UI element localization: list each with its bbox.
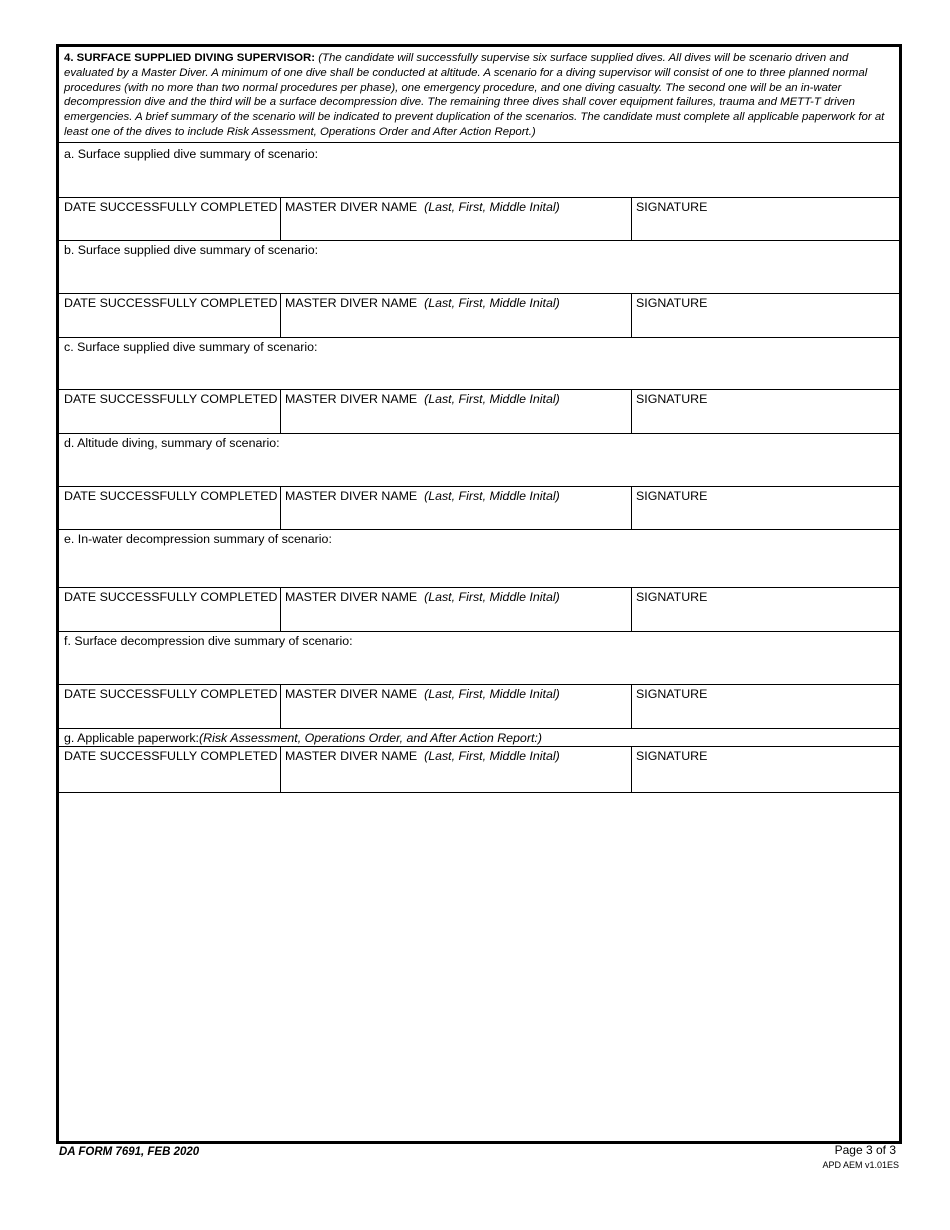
- summary-e-label: e. In-water decompression summary of scenario:: [64, 532, 332, 546]
- master-diver-hint: (Last, First, Middle Inital): [424, 296, 560, 310]
- date-field-a[interactable]: [59, 215, 279, 239]
- summary-b-field[interactable]: [59, 258, 899, 291]
- master-diver-hint: (Last, First, Middle Inital): [424, 590, 560, 604]
- date-completed-label-e: DATE SUCCESSFULLY COMPLETED: [64, 590, 278, 604]
- signature-field-a[interactable]: [632, 215, 898, 239]
- master-diver-text: MASTER DIVER NAME: [285, 687, 418, 701]
- divider: [59, 746, 899, 747]
- summary-e-field[interactable]: [59, 547, 899, 585]
- divider: [59, 631, 899, 632]
- master-diver-text: MASTER DIVER NAME: [285, 749, 418, 763]
- summary-a-field[interactable]: [59, 162, 899, 195]
- master-diver-text: MASTER DIVER NAME: [285, 200, 418, 214]
- summary-f-label: f. Surface decompression dive summary of scenario:: [64, 634, 353, 648]
- date-completed-label-d: DATE SUCCESSFULLY COMPLETED: [64, 489, 278, 503]
- divider: [59, 337, 899, 338]
- signature-field-d[interactable]: [632, 504, 898, 528]
- signature-label-g: SIGNATURE: [636, 749, 708, 763]
- signature-field-c[interactable]: [632, 407, 898, 432]
- signature-field-f[interactable]: [632, 702, 898, 727]
- signature-label-b: SIGNATURE: [636, 296, 708, 310]
- summary-a-label: a. Surface supplied dive summary of scenario:: [64, 147, 319, 161]
- date-field-d[interactable]: [59, 504, 279, 528]
- form-version: APD AEM v1.01ES: [822, 1160, 899, 1170]
- section-header: [59, 47, 899, 143]
- remarks-area[interactable]: [59, 793, 899, 1138]
- master-diver-hint: (Last, First, Middle Inital): [424, 749, 560, 763]
- signature-label-c: SIGNATURE: [636, 392, 708, 406]
- master-diver-field-d[interactable]: [281, 504, 630, 528]
- date-completed-label-b: DATE SUCCESSFULLY COMPLETED: [64, 296, 278, 310]
- master-diver-field-c[interactable]: [281, 407, 630, 432]
- divider: [59, 486, 899, 487]
- paperwork-label: g. Applicable paperwork:: [64, 731, 200, 745]
- summary-d-field[interactable]: [59, 451, 899, 484]
- date-completed-label-a: DATE SUCCESSFULLY COMPLETED: [64, 200, 278, 214]
- signature-label-e: SIGNATURE: [636, 590, 708, 604]
- master-diver-text: MASTER DIVER NAME: [285, 296, 418, 310]
- signature-label-d: SIGNATURE: [636, 489, 708, 503]
- paperwork-hint: (Risk Assessment, Operations Order, and After Action Report:): [199, 731, 542, 745]
- summary-d-label: d. Altitude diving, summary of scenario:: [64, 436, 280, 450]
- signature-label-f: SIGNATURE: [636, 687, 708, 701]
- master-diver-text: MASTER DIVER NAME: [285, 489, 418, 503]
- master-diver-label-b: [285, 296, 560, 310]
- date-field-e[interactable]: [59, 605, 279, 630]
- master-diver-label-g: [285, 749, 560, 763]
- signature-label-a: SIGNATURE: [636, 200, 708, 214]
- summary-b-label: b. Surface supplied dive summary of scenario:: [64, 243, 319, 257]
- master-diver-field-f[interactable]: [281, 702, 630, 727]
- master-diver-field-a[interactable]: [281, 215, 630, 239]
- date-field-b[interactable]: [59, 311, 279, 336]
- master-diver-field-e[interactable]: [281, 605, 630, 630]
- divider: [59, 240, 899, 241]
- date-completed-label-f: DATE SUCCESSFULLY COMPLETED: [64, 687, 278, 701]
- date-completed-label-g: DATE SUCCESSFULLY COMPLETED: [64, 749, 278, 763]
- divider: [59, 684, 899, 685]
- master-diver-text: MASTER DIVER NAME: [285, 590, 418, 604]
- page-number: Page 3 of 3: [834, 1143, 896, 1157]
- section-instructions: (The candidate will successfully supervise six surface supplied dives. All dives will be scenario driven and evaluated by a Master Diver. A minimum of one dive shall be conducted at altitude. A scenario for a diving supervisor will consist of one to three planned normal procedures (with no more than two normal procedures per phase), one emergency procedure, and one diving casualty. The second one will be an in-water decompression dive and the third will be a surface decompression dive. The remaining three dives shall cover equipment failures, trauma and METT-T driven emergencies. A brief summary of the scenario will be indicated to prevent duplication of the scenarios. The candidate must complete all applicable paperwork for at least one of the dives to include Risk Assessment, Operations Order and After Action Report.): [64, 52, 885, 138]
- master-diver-label-d: [285, 489, 560, 503]
- signature-field-g[interactable]: [632, 764, 898, 791]
- form-id: DA FORM 7691, FEB 2020: [59, 1146, 200, 1158]
- section-title: 4. SURFACE SUPPLIED DIVING SUPERVISOR:: [64, 52, 316, 64]
- master-diver-label-f: [285, 687, 560, 701]
- divider: [59, 389, 899, 390]
- divider: [59, 293, 899, 294]
- date-field-f[interactable]: [59, 702, 279, 727]
- summary-c-field[interactable]: [59, 355, 899, 387]
- master-diver-hint: (Last, First, Middle Inital): [424, 392, 560, 406]
- master-diver-field-b[interactable]: [281, 311, 630, 336]
- summary-g-label: [64, 731, 542, 745]
- signature-field-b[interactable]: [632, 311, 898, 336]
- master-diver-text: MASTER DIVER NAME: [285, 392, 418, 406]
- summary-f-field[interactable]: [59, 649, 899, 682]
- master-diver-field-g[interactable]: [281, 764, 630, 791]
- divider: [59, 529, 899, 530]
- master-diver-label-c: [285, 392, 560, 406]
- divider: [59, 433, 899, 434]
- date-completed-label-c: DATE SUCCESSFULLY COMPLETED: [64, 392, 278, 406]
- form-page: [56, 44, 902, 1144]
- master-diver-label-e: [285, 590, 560, 604]
- master-diver-hint: (Last, First, Middle Inital): [424, 489, 560, 503]
- date-field-c[interactable]: [59, 407, 279, 432]
- signature-field-e[interactable]: [632, 605, 898, 630]
- master-diver-label-a: [285, 200, 560, 214]
- master-diver-hint: (Last, First, Middle Inital): [424, 687, 560, 701]
- divider: [59, 197, 899, 198]
- divider: [59, 587, 899, 588]
- master-diver-hint: (Last, First, Middle Inital): [424, 200, 560, 214]
- divider: [59, 728, 899, 729]
- date-field-g[interactable]: [59, 764, 279, 791]
- summary-c-label: c. Surface supplied dive summary of scenario:: [64, 340, 318, 354]
